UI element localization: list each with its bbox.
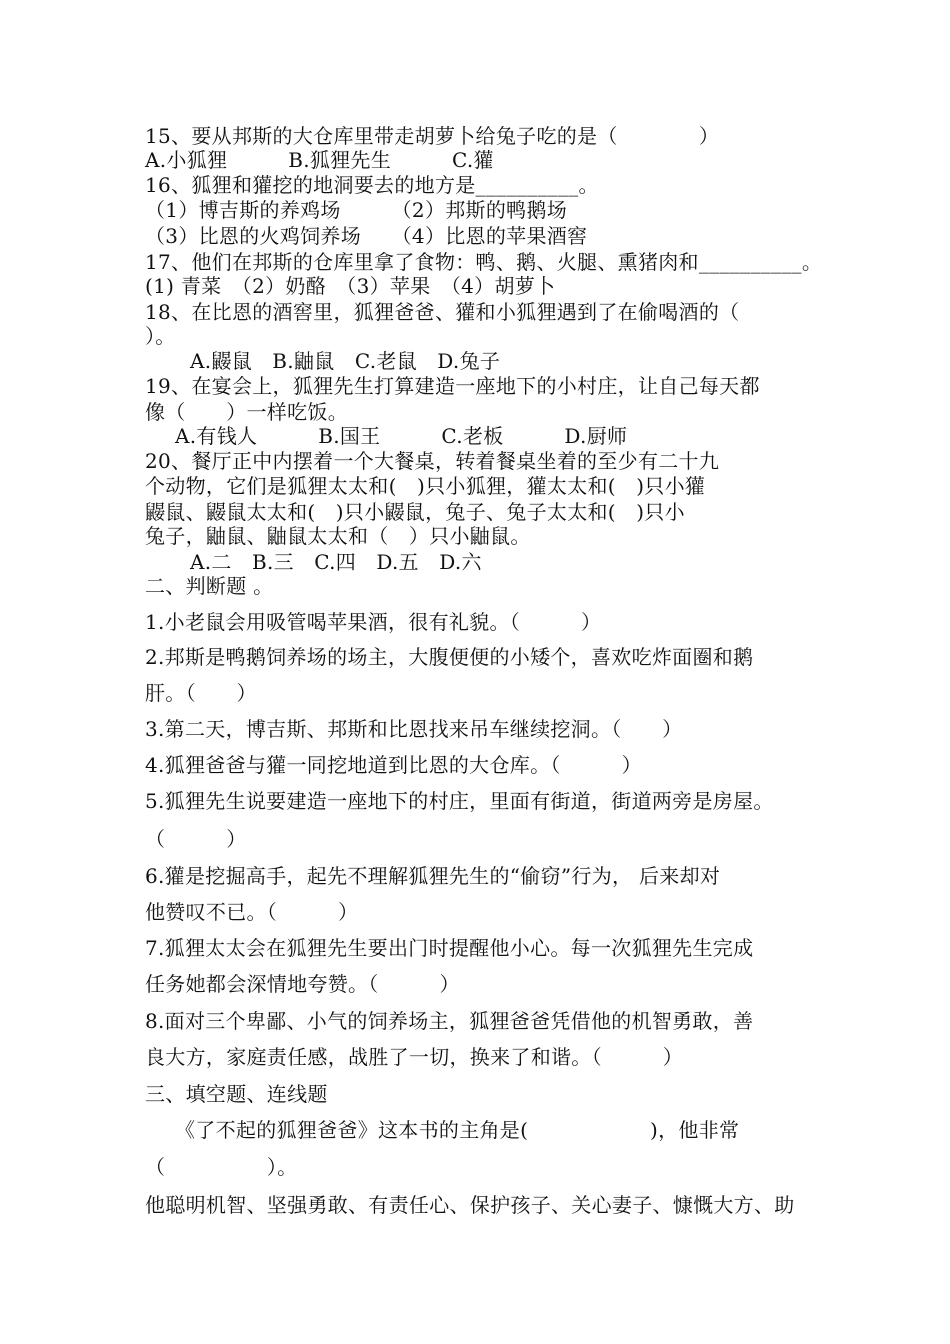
q17-options: (1) 青菜 （2）奶酪 （3）苹果 （4）胡萝卜 (145, 274, 556, 298)
judgement-item-cont: 肝。（ ） (145, 681, 257, 705)
judgement-item: 3.第二天，博吉斯、邦斯和比恩找来吊车继续挖洞。（ ） (145, 717, 683, 741)
q20-stem-line4: 兔子，鼬鼠、鼬鼠太太和（ ）只小鼬鼠。 (145, 524, 531, 548)
judgement-item: 1.小老鼠会用吸管喝苹果酒，很有礼貌。（ ） (145, 610, 602, 634)
judgement-item-cont: （ ） (145, 827, 247, 851)
q18-options: A.鼹鼠 B.鼬鼠 C.老鼠 D.兔子 (190, 349, 501, 373)
section-three-heading: 三、填空题、连线题 (145, 1082, 328, 1106)
section-two-heading: 二、判断题 。 (145, 574, 274, 598)
q20-stem-line1: 20、餐厅正中内摆着一个大餐桌，转着餐桌坐着的至少有二十九 (145, 449, 720, 473)
q17-stem: 17、他们在邦斯的仓库里拿了食物：鸭、鹅、火腿、熏猪肉和__________。 (145, 250, 823, 274)
q15-stem: 15、要从邦斯的大仓库里带走胡萝卜给兔子吃的是（ ） (145, 124, 720, 148)
q20-stem-line3: 鼹鼠、鼹鼠太太和( )只小鼹鼠，兔子、兔子太太和( )只小 (145, 500, 685, 524)
q20-stem-line2: 个动物，它们是狐狸太太和( )只小狐狸，獾太太和( )只小獾 (145, 474, 706, 498)
judgement-item-cont: 良大方，家庭责任感，战胜了一切，换来了和谐。（ ） (145, 1045, 684, 1069)
q20-options: A.二 B.三 C.四 D.五 D.六 (190, 550, 482, 574)
q19-stem-line2: 像（ ）一样吃饭。 (145, 400, 348, 424)
judgement-item: 4.狐狸爸爸与獾一同挖地道到比恩的大仓库。（ ） (145, 753, 642, 777)
q16-options-line1: （1）博吉斯的养鸡场 （2）邦斯的鸭鹅场 (145, 198, 568, 222)
judgement-item: 8.面对三个卑鄙、小气的饲养场主，狐狸爸爸凭借他的机智勇敢，善 (145, 1009, 754, 1033)
q18-stem-line2: ）。 (145, 324, 176, 348)
q19-stem-line1: 19、在宴会上，狐狸先生打算建造一座地下的小村庄，让自己每天都 (145, 374, 760, 398)
judgement-item-cont: 任务她都会深情地夸赞。（ ） (145, 972, 460, 996)
q16-options-line2: （3）比恩的火鸡饲养场 （4）比恩的苹果酒窖 (145, 224, 588, 248)
q18-stem-line1: 18、在比恩的酒窖里，狐狸爸爸、獾和小狐狸遇到了在偷喝酒的（ (145, 300, 740, 324)
judgement-item-cont: 他赞叹不已。（ ） (145, 900, 359, 924)
section-three-line1: 《了不起的狐狸爸爸》这本书的主角是( )，他非常 (175, 1118, 740, 1142)
section-three-line3: 他聪明机智、坚强勇敢、有责任心、保护孩子、关心妻子、慷慨大方、助 (145, 1193, 795, 1217)
q16-stem: 16、狐狸和獾挖的地洞要去的地方是__________。 (145, 173, 599, 197)
q15-options: A.小狐狸 B.狐狸先生 C.獾 (145, 148, 494, 172)
judgement-item: 6.獾是挖掘高手，起先不理解狐狸先生的“偷窃”行为， 后来却对 (145, 864, 721, 888)
judgement-item: 2.邦斯是鸭鹅饲养场的场主，大腹便便的小矮个，喜欢吃炸面圈和鹅 (145, 645, 754, 669)
q19-options: A.有钱人 B.国王 C.老板 D.厨师 (175, 424, 628, 448)
judgement-item: 7.狐狸太太会在狐狸先生要出门时提醒他小心。每一次狐狸先生完成 (145, 936, 754, 960)
judgement-item: 5.狐狸先生说要建造一座地下的村庄，里面有街道，街道两旁是房屋。 (145, 789, 774, 813)
section-three-line2: （ ）。 (145, 1155, 298, 1179)
